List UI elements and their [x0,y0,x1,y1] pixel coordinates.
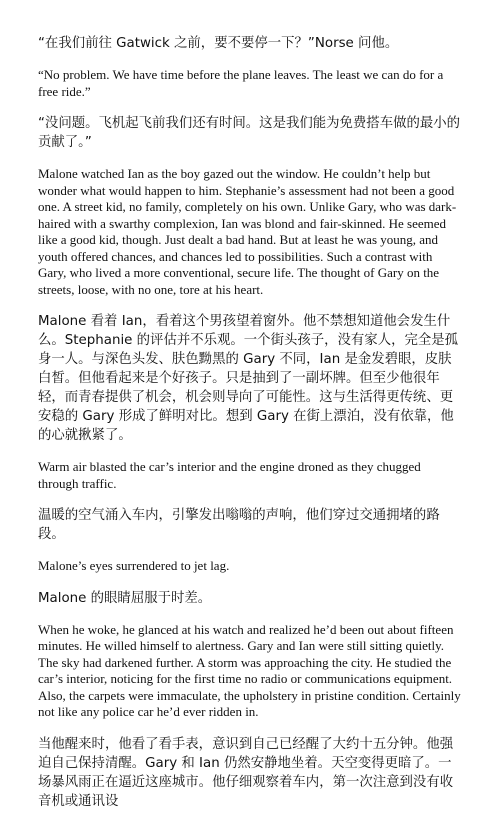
paragraph-zh-4: 温暖的空气涌入车内，引擎发出嗡嗡的声响，他们穿过交通拥堵的路段。 [38,508,440,542]
paragraph-zh-3: Malone 看着 Ian，看着这个男孩望着窗外。他不禁想知道他会发生什么。Stephanie 的评估并不乐观。一个街头孩子，没有家人，完全是孤身一人。与深色头发、肤色黝黑的 Gary 不同，Ian 是金发碧眼，皮肤白皙。但他看起来是个好孩子。只是抽到了一副坏牌。但至少他很年轻，而青春提供了机会，机会则导向了可能性。这与生活得更传统、更安稳的 Gary 形成了鲜明对比。想到 Gary 在街上漂泊，没有依靠，他的心就揪紧了。 [38,314,459,443]
paragraph-zh-6: 当他醒来时，他看了看手表，意识到自己已经醒了大约十五分钟。他强迫自己保持清醒。Gary 和 Ian 仍然安静地坐着。天空变得更暗了。一场暴风雨正在逼近这座城市。他仔细观察着车内，第一次注意到没有收音机或通讯设 [38,736,454,809]
paragraph-en-4: Malone’s eyes surrendered to jet lag. [38,558,230,573]
paragraph-zh-5: Malone 的眼睛屈服于时差。 [38,590,212,606]
paragraph-en-1: “No problem. We have time before the plane leaves. The least we can do for a free ride.” [38,67,444,99]
paragraph-en-3: Warm air blasted the car’s interior and the engine droned as they chugged through traffic. [38,459,421,491]
paragraph-zh-2: “没问题。飞机起飞前我们还有时间。这是我们能为免费搭车做的最小的贡献了。” [38,116,461,150]
document-page [38,34,462,825]
paragraph-zh-1: “在我们前往 Gatwick 之前，要不要停一下？”Norse 问他。 [38,36,399,51]
paragraph-en-5: When he woke, he glanced at his watch and realized he’d been out about fifteen minutes. He willed himself to alertness. Gary and Ian were still sitting quietly. The sky had darkened further. A storm was approaching the city. He studied the car’s interior, noticing for the first time no radio or communications equipment. Also, the carpets were immaculate, the upholstery in pristine condition. Certainly not like any police car he’d ever ridden in. [38,621,461,719]
paragraph-en-2: Malone watched Ian as the boy gazed out the window. He couldn’t help but wonder what would happen to him. Stephanie’s assessment had not been a good one. A street kid, no family, completely on his own. Unlike Gary, who was dark-haired with a swarthy complexion, Ian was blond and fair-skinned. He seemed like a good kid, though. Just dealt a bad hand. But at least he was young, and youth offered chances, and chances led to possibilities. Such a contrast with Gary, who lived a more conventional, secure life. The thought of Gary on the streets, loose, with no one, tore at his heart. [38,166,457,297]
